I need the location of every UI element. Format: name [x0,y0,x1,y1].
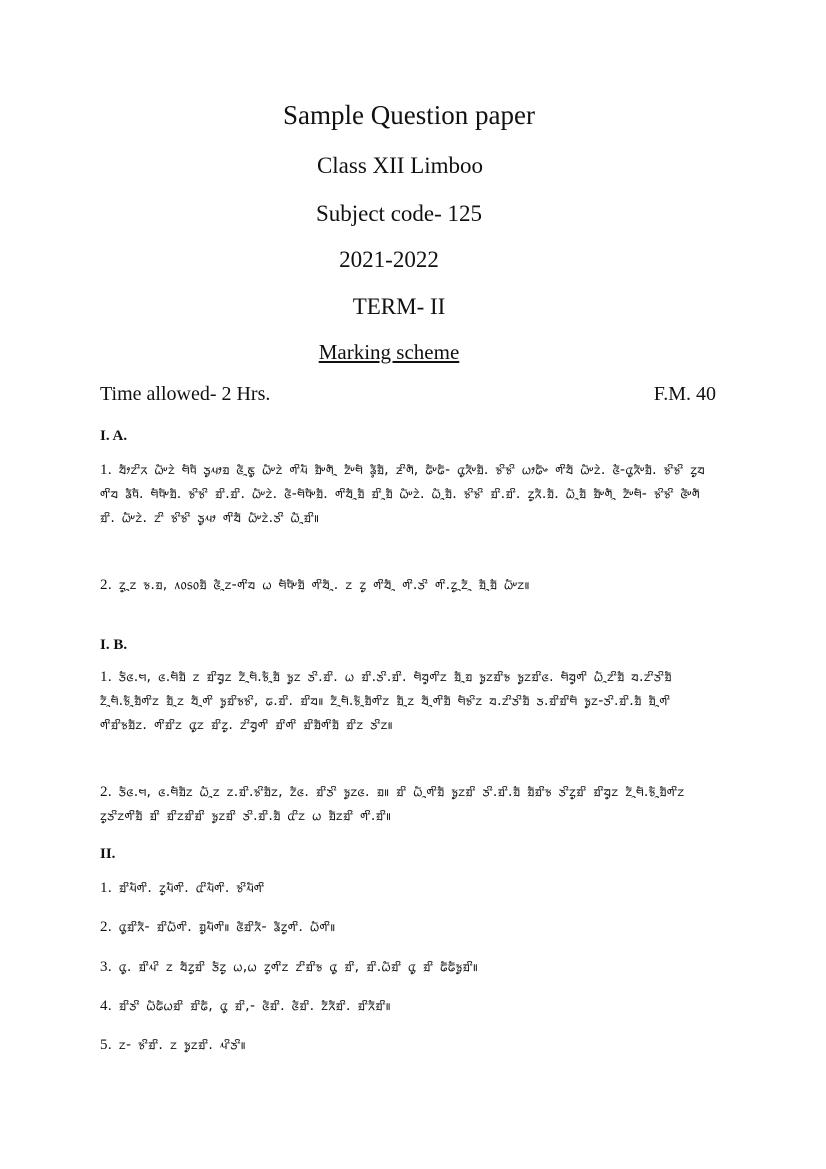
answer-ib-2 [100,780,720,830]
answer-text: ᤁᤢᤳᤁ ᤃ.ᤀ, ᥈᥆᥉᥆ᤀᤠ ᤜᤠᤳᤁ-ᤛᤡᤔ ᤐ ᤗᤠᤄᤠᤸᤀᤠ ᤛᤡᤔᤠᤳ. ᤁ ᤁᤢ ᤛᤡᤔᤠᤳ ᤛᤡ.ᤍᤡ ᤛᤡ.ᤁᤢᤳᤁᤠᤳ ᤀᤠᤳᤀᤠ ᤐᤠᤸᤁ॥ [118,577,530,593]
answer-text: ᤔᤥᤁᤡᤖ ᤐᤠᤸᤁᤧ ᤗᤠᤄᤠ ᤍᤢᤘᤣᤀ ᤜᤠᤳᤇᤢ ᤐᤠᤸᤁᤧ ᤛᤡᤘᤠ ᤀᤠᤸᤛᤠᤳ ᤁᤠᤸᤗᤠ ᤕᤠᤲᤀᤠ, ᤏᤡᤛᤠ, ᤒᤠᤸᤒᤠ- ᤂᤢᤖᤠᤸᤀᤠ. ᤃᤡᤃᤡ ᤐᤣᤒᤠᤴ ᤛᤡᤔᤠ ᤐᤠᤸᤁᤧ. ᤜᤠ-ᤂᤢᤖᤠᤸᤀᤠ. ᤃᤡᤃᤡ ᤁᤢᤔ ᤛᤡᤔ ᤕᤠᤄᤠ. ᤗᤠᤄᤠᤸᤀᤠ. ᤃᤡᤃᤡ ᤀᤡ.ᤀᤡ. ᤐᤠᤸᤁᤧ. ᤜᤠ-ᤗᤠᤄᤠᤸᤀᤠ. ᤛᤡᤔᤠᤳᤀᤠ ᤀᤡᤳᤀᤠ ᤐᤠᤸᤁᤧ. ᤐᤠᤳᤀᤠ. ᤃᤡᤃᤡ ᤀᤡ.ᤀᤡ. ᤁᤢᤖᤠ.ᤀᤠ. ᤐᤠᤳᤀᤠ ᤀᤠᤸᤛᤠᤳ ᤁᤠᤸᤗᤠ- ᤃᤡᤃᤡ ᤜᤠᤸᤛᤠ ᤀᤡ. ᤐᤠᤸᤁᤧ. ᤁᤡ ᤃᤡᤃᤡ ᤍᤢᤘᤣ ᤛᤡᤔᤠ ᤐᤠᤸᤁᤧ.ᤍᤡ ᤐᤠᤳᤀᤡ॥ [100,462,706,526]
answer-ii-3 [100,955,720,981]
answer-number: 1. [100,462,113,478]
answer-text: ᤍᤠᤜ.ᤗ, ᤜ.ᤗᤠᤀᤠ ᤁ ᤀᤡᤔᤢᤁ ᤁᤠᤳᤗᤠ.ᤃᤠᤳᤀᤠ ᤃᤢᤁ ᤍᤡ.ᤀᤡ. ᤐ ᤀᤡ.ᤍᤡ.ᤀᤡ. ᤗᤠᤔᤢᤛᤡᤁ ᤀᤠᤳᤀ ᤃᤢᤁᤀᤡᤃ ᤃᤢᤁᤀᤡᤜ. ᤗᤠᤔᤢᤛᤡ ᤐᤠᤳᤁᤡᤀᤠ ᤔ.ᤁᤡᤍᤡᤀᤠ ᤁᤠᤳᤗᤠ.ᤃᤠᤳᤀᤠᤛᤡᤁ ᤀᤠᤳᤁ ᤔᤠᤳᤛᤡ ᤃᤢᤀᤡᤃᤃᤡ, ᤒ.ᤀᤡ. ᤀᤡᤔ॥ ᤁᤠᤳᤗᤠ.ᤃᤠᤳᤀᤠᤛᤡᤁ ᤀᤠᤳᤁ ᤔᤠᤳᤛᤡᤀᤠ ᤗᤠᤃᤡᤁ ᤔ.ᤁᤡᤍᤡᤀᤠ ᤍ.ᤀᤡᤀᤡᤗᤠ ᤃᤢᤁ-ᤍᤡ.ᤀᤡ.ᤀᤠ ᤀᤠᤳᤛᤡ ᤛᤡᤀᤡᤃᤀᤠᤁ. ᤛᤡᤀᤡᤁ ᤂᤢᤁ ᤀᤡᤁᤢ. ᤁᤡᤔᤢᤛᤡ ᤀᤡᤛᤡ ᤀᤡᤀᤠᤛᤡᤀᤠ ᤀᤡᤁ ᤍᤡᤁ॥ [100,669,672,733]
answer-text: ᤀᤡᤘᤠᤛᤡ. ᤁᤢᤘᤠᤛᤡ. ᤂᤡᤘᤠᤛᤡ. ᤃᤡᤘᤠᤛᤡ [118,880,265,896]
answer-text: ᤁ- ᤃᤡᤀᤡ. ᤁ ᤃᤢᤁᤀᤡ. ᤘᤡᤍᤡ॥ [118,1037,246,1053]
answer-number: 2. [100,577,113,593]
answer-text: ᤀᤡᤍᤡ ᤐᤠᤒᤠᤐᤀᤡ ᤀᤡᤒᤠ, ᤂᤢ ᤀᤡ,- ᤜᤠᤀᤡ. ᤜᤠᤀᤡ. ᤁᤠᤖᤠᤀᤡ. ᤀᤡᤖᤠᤀᤡ॥ [118,998,391,1014]
answer-ib-1 [100,665,720,765]
document-title: Sample Question paper [283,100,535,130]
answer-number: 2. [100,919,113,935]
subject-code-line: Subject code- 125 [315,201,483,226]
section-heading-ia: I. A. [100,428,128,444]
answer-ii-2 [100,915,720,941]
section-heading-ii: II. [100,846,116,862]
answer-number: 5. [100,1037,113,1053]
time-marks-row [100,383,716,406]
answer-ii-4 [100,994,720,1020]
answer-ii-5 [100,1033,720,1059]
full-marks: F.M. 40 [653,383,716,405]
time-allowed: Time allowed- 2 Hrs. [100,383,271,405]
term-line: TERM- II [352,294,446,319]
answer-text: ᤂᤢ. ᤀᤡᤘᤡ ᤁ ᤔᤠᤁᤢᤀᤡ ᤍᤠᤁᤢ ᤐ,ᤐ ᤁᤢᤛᤡᤁ ᤁᤡᤀᤡᤃ ᤂᤢ ᤀᤡ, ᤀᤡ.ᤐᤠᤀᤡ ᤂᤢ ᤀᤡ ᤒᤠᤒᤠᤃᤢᤀᤡ॥ [118,959,479,975]
answer-number: 1. [100,880,113,896]
answer-number: 4. [100,998,113,1014]
answer-number: 2. [100,784,113,800]
answer-text: ᤂᤢᤀᤡᤖᤠ- ᤀᤡᤐᤠᤛᤡ. ᤀᤢᤘᤠᤛᤡ॥ ᤜᤠᤀᤡᤖᤠ- ᤕᤠᤁᤢᤛᤡ. ᤐᤠᤛᤡ॥ [118,919,336,935]
answer-ia-1 [100,458,720,558]
answer-number: 3. [100,959,113,975]
answer-ia-2 [100,573,720,623]
answer-ii-1 [100,876,720,902]
section-heading-ib: I. B. [100,637,128,653]
answer-number: 1. [100,669,113,685]
answer-text: ᤍᤠᤜ.ᤗ, ᤜ.ᤗᤠᤀᤠᤁ ᤐᤠᤳᤁ ᤁ.ᤀᤡ.ᤃᤡᤀᤠᤁ, ᤁᤠᤜ. ᤀᤡᤍᤡ ᤃᤢᤁᤜ. ᤀ॥ ᤀᤡ ᤐᤠᤳᤛᤡᤀᤠ ᤃᤢᤁᤀᤡ ᤍᤡ.ᤀᤡ.ᤀᤠ ᤀᤠᤀᤡᤃ ᤍᤡᤁᤢᤀᤡ ᤀᤡᤔᤢᤁ ᤁᤠᤳᤗᤠ.ᤃᤠᤳᤀᤠᤛᤡᤁ ᤁᤢᤍᤡᤁᤛᤡᤀᤠ ᤀᤡ ᤀᤡᤁᤀᤡᤀᤡ ᤃᤢᤁᤀᤡ ᤍᤡ.ᤀᤡ.ᤀᤠ ᤂᤡᤁ ᤐ ᤀᤠᤁᤀᤡ ᤛᤡ.ᤀᤡ॥ [100,784,685,824]
class-line: Class XII Limboo [316,153,484,178]
year-line: 2021-2022 [339,247,439,272]
marking-scheme-heading: Marking scheme [318,340,460,364]
